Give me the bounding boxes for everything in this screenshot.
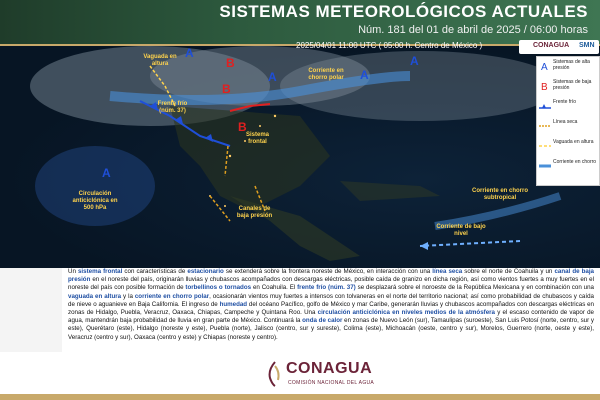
svg-text:B: B [541,82,548,93]
low-pressure-icon [539,80,551,92]
conagua-wordmark: CONAGUA [286,360,373,377]
satellite-map [0,41,600,268]
low-pressure-symbol-3: B [238,120,247,134]
conagua-logo [266,358,396,390]
legend-item-alta: A Sistemas de alta presión [541,59,590,73]
satellite-timestamp: 2025/04/01 11:00 UTC ( 05:00 h. Centro de México ) [296,41,483,50]
label-corriente-subtropical: Corriente en chorro subtropical [471,188,528,201]
forecast-description: Un sistema frontal con características de estacionario se extenderá sobre la frontera noreste de México, en interacción con una línea seca sobre el norte de Coahuila y un canal de baja presión en el noreste del país, originarán lluvias y chubascos acompañados con descargas eléctricas, posible caída de granizo en dicha región, así como vientos fuertes a muy fuertes en el noreste del país con posible formación de torbellinos o tornados en Coahuila. El frente frío (núm. 37) se desplazará sobre el noroeste de la República Mexicana y en combinación con una vaguada en altura y la corriente en chorro polar, ocasionarán vientos muy fuertes a intensos con tolvaneras en el norte del territorio nacional; así como probabilidad de chubascos y caída de nieve o aguanieve en Baja California. El ingreso de humedad del océano Pacífico, golfo de México y mar Caribe, generarán lluvias y chubascos acompañados con descargas eléctricas en zonas de Hidalgo, Puebla, Veracruz, Oaxaca, Chiapas, Campeche y Quintana Roo. Una circulación anticiclónica en niveles medios de la atmósfera y el escaso contenido de vapor de agua, mantendrán baja probabilidad de lluvia en gran parte de México. Continuará la onda de calor en zonas de Nuevo León (sur), Tamaulipas (suroeste), San Luis Potosí (norte, centro, sur y este), Querétaro (este), Hidalgo (noreste y este), Puebla (norte), Jalisco (centro, sur y sureste), Colima (este), Michoacán (oeste, centro y sur), Morelos, Guerrero (norte, oeste y este), Veracruz (centro y sur), Oaxaca (centro y este) y Chiapas (noreste y centro). [68,268,594,341]
label-corriente-polar: Corriente en chorro polar [308,68,344,81]
map-legend [536,56,600,186]
high-pressure-symbol-2: A [268,70,277,84]
cold-front-icon [539,100,551,112]
low-pressure-symbol: B [226,56,235,70]
conagua-tagline: COMISIÓN NACIONAL DEL AGUA [288,380,375,386]
high-pressure-icon [539,60,551,72]
smn-logo: SMN [579,42,595,49]
low-pressure-symbol-2: B [222,82,231,96]
svg-text:A: A [541,62,548,73]
legend-item-frente: Frente frío [539,99,597,113]
label-sistema-frontal: Sistema frontal [245,132,269,145]
label-frente-frio: Frente frío (núm. 37) [157,101,188,114]
conagua-emblem-icon [266,360,284,388]
dry-line-icon [539,120,551,132]
high-pressure-symbol-4: A [410,54,419,68]
legend-item-chorro: Corriente en chorro [539,159,597,173]
page-title: SISTEMAS METEOROLÓGICOS ACTUALES [219,2,588,21]
page-subtitle: Núm. 181 del 01 de abril de 2025 / 06:00 horas [358,24,588,36]
low-level-current [420,241,520,246]
header-banner [0,0,600,44]
conagua-mini-logo: CONAGUA [533,42,570,49]
label-circulacion: Circulación anticiclónica en 500 hPa [72,191,118,211]
label-corriente-bajo-nivel: Corriente de bajo nivel [436,224,486,237]
legend-item-vaguada: Vaguada en altura [539,139,597,153]
side-panel [0,268,62,352]
high-pressure-symbol-5: A [102,166,111,180]
low-pressure-channel [210,196,230,221]
label-vaguada: Vaguada en altura [143,54,177,67]
jet-stream-icon [539,160,551,172]
logo-strip [519,40,599,54]
legend-item-baja: B Sistemas de baja presión [541,79,592,93]
trough-icon [539,140,551,152]
high-pressure-symbol-3: A [360,68,369,82]
legend-item-linea-seca: Línea seca [539,119,597,133]
high-pressure-symbol: A [185,46,194,60]
footer [0,352,600,400]
footer-bar [0,394,600,400]
label-canales: Canales de baja presión [236,206,273,219]
